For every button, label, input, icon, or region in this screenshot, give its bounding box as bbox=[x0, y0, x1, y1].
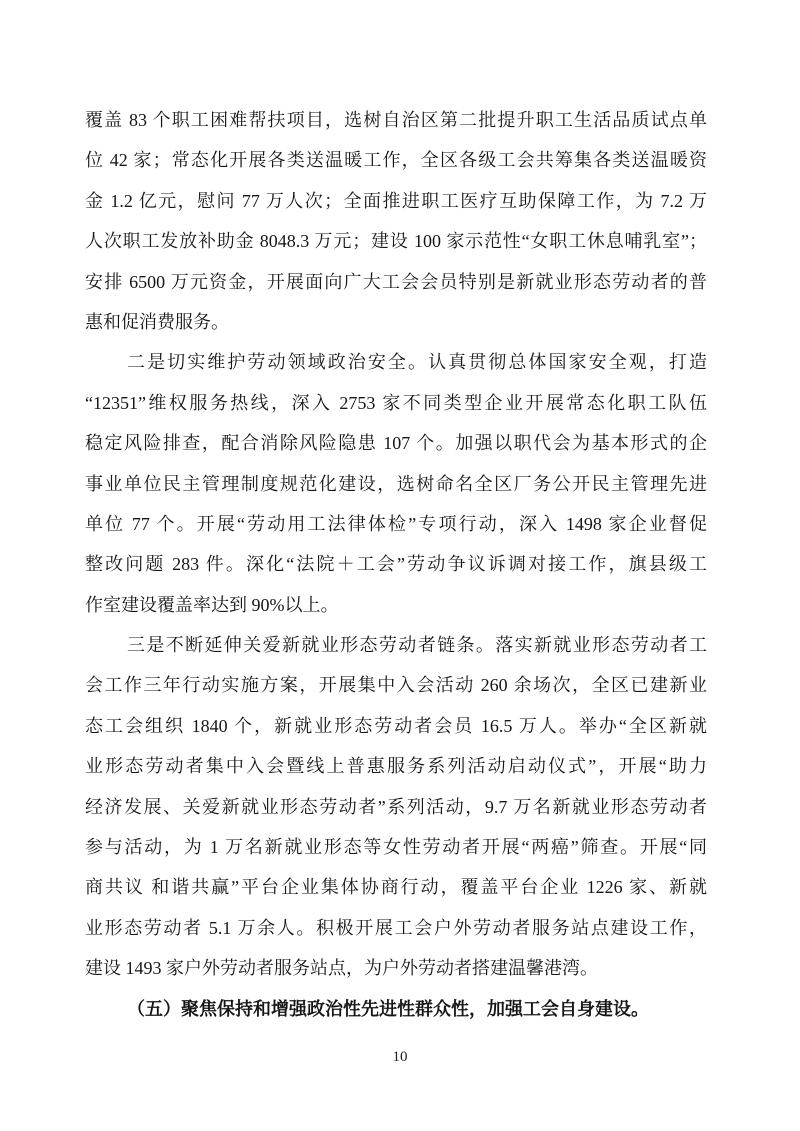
text-line: 业形态劳动者 5.1 万余人。积极开展工会户外劳动者服务站点建设工作， bbox=[85, 917, 707, 938]
paragraph-1 bbox=[85, 100, 707, 342]
text-line: 作室建设覆盖率达到 90%以上。 bbox=[85, 594, 339, 615]
paragraph-3 bbox=[85, 625, 707, 989]
text-line: 态工会组织 1840 个，新就业形态劳动者会员 16.5 万人。举办“全区新就 bbox=[85, 715, 707, 736]
text-line: 建设 1493 家户外劳动者服务站点，为户外劳动者搭建温馨港湾。 bbox=[85, 958, 598, 979]
text-line: 经济发展、关爱新就业形态劳动者”系列活动，9.7 万名新就业形态劳动者 bbox=[85, 796, 707, 817]
text-line: 安排 6500 万元资金，开展面向广大工会会员特别是新就业形态劳动者的普 bbox=[85, 271, 707, 292]
text-line: 稳定风险排查，配合消除风险隐患 107 个。加强以职代会为基本形式的企 bbox=[85, 433, 707, 454]
text-line: 惠和促消费服务。 bbox=[85, 311, 229, 332]
section-heading: （五）聚焦保持和增强政治性先进性群众性，加强工会自身建设。 bbox=[127, 998, 649, 1019]
text-line: 三是不断延伸关爱新就业形态劳动者链条。落实新就业形态劳动者工 bbox=[127, 635, 707, 656]
text-line: 事业单位民主管理制度规范化建设，选树命名全区厂务公开民主管理先进 bbox=[85, 473, 707, 494]
text-line: 单位 77 个。开展“劳动用工法律体检”专项行动，深入 1498 家企业督促 bbox=[85, 513, 707, 534]
text-line: 参与活动，为 1 万名新就业形态等女性劳动者开展“两癌”筛查。开展“同 bbox=[85, 837, 707, 858]
text-line: 会工作三年行动实施方案，开展集中入会活动 260 余场次，全区已建新业 bbox=[85, 675, 707, 696]
text-line: 二是切实维护劳动领域政治安全。认真贯彻总体国家安全观，打造 bbox=[127, 352, 707, 373]
text-line: 人次职工发放补助金 8048.3 万元；建设 100 家示范性“女职工休息哺乳室”； bbox=[85, 231, 707, 252]
text-line: 整改问题 283 件。深化“法院＋工会”劳动争议诉调对接工作，旗县级工 bbox=[85, 554, 707, 575]
text-line: 覆盖 83 个职工困难帮扶项目，选树自治区第二批提升职工生活品质试点单 bbox=[85, 110, 707, 130]
text-line: 业形态劳动者集中入会暨线上普惠服务系列活动启动仪式”，开展“助力 bbox=[85, 756, 707, 777]
paragraph-2 bbox=[85, 342, 707, 625]
text-line: “12351”维权服务热线，深入 2753 家不同类型企业开展常态化职工队伍 bbox=[85, 392, 707, 413]
document-body bbox=[85, 100, 707, 1029]
text-line: 商共议 和谐共赢”平台企业集体协商行动，覆盖平台企业 1226 家、新就 bbox=[85, 877, 707, 898]
page-number: 10 bbox=[392, 1049, 408, 1065]
text-line: 金 1.2 亿元，慰问 77 万人次；全面推进职工医疗互助保障工作，为 7.2 万 bbox=[85, 190, 707, 211]
text-line: 位 42 家；常态化开展各类送温暖工作，全区各级工会共筹集各类送温暖资 bbox=[85, 150, 707, 171]
